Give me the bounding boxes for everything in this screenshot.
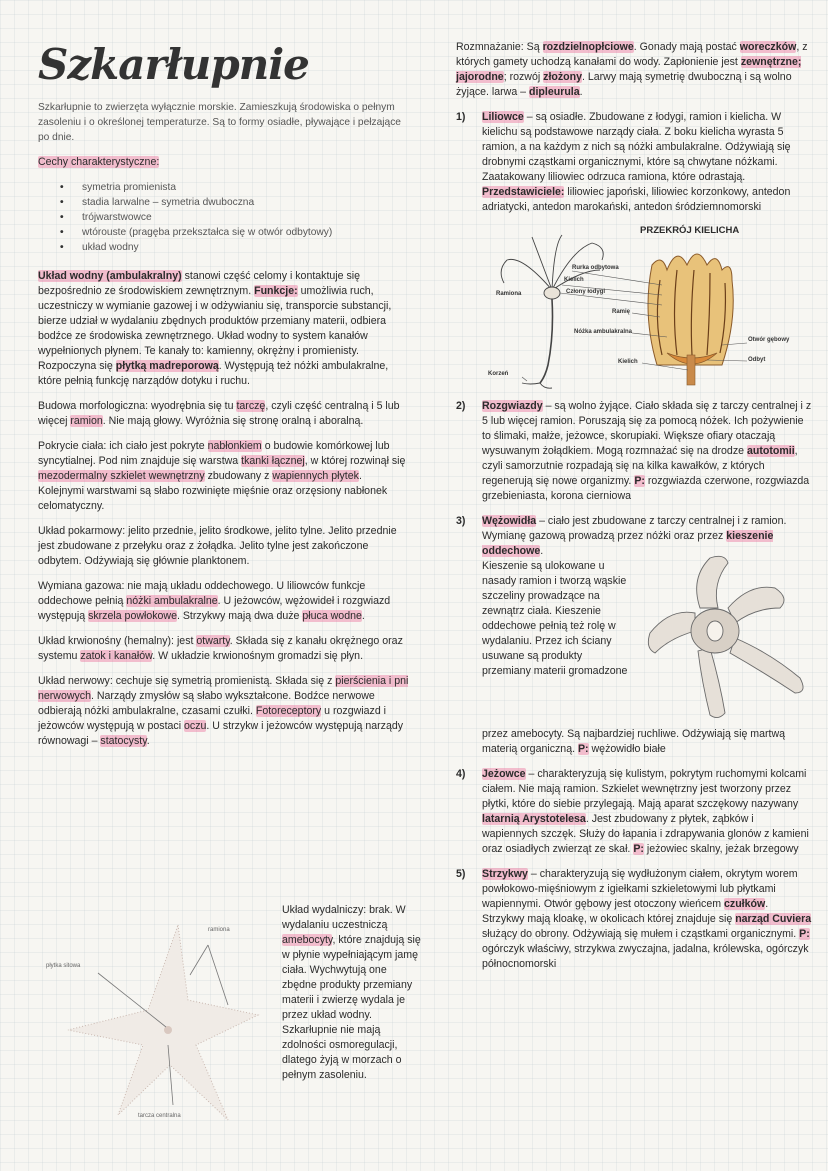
text: przez amebocyty. Są najbardziej ruchliwe. Odżywiają się martwą materią organiczną. <box>482 728 786 755</box>
item-number: 3) <box>456 515 466 527</box>
highlight: P: <box>633 843 644 855</box>
text: . Nie mają głowy. Wyróżnia się stronę oralną i aboralną. <box>102 415 364 427</box>
starfish-label-plate: płytka sitowa <box>46 963 81 969</box>
text: Układ nerwowy: cechuje się symetrią promienistą. Składa się z <box>38 675 336 687</box>
list-item-crinoids <box>456 110 812 215</box>
text: Układ wydalniczy: brak. W wydalaniu uczestniczą <box>282 904 406 931</box>
highlight: rozdzielnopłciowe <box>542 41 634 53</box>
text: . U strzykw i jeżowców występują narządy równowagi – <box>38 720 404 747</box>
highlight: zewnętrzne; jajorodne <box>456 56 802 83</box>
label-anus: Odbyt <box>748 357 766 363</box>
highlight: tarczę <box>236 400 266 412</box>
text: , czyli część centralną i 5 lub więcej <box>38 400 400 427</box>
brittle-star-drawing <box>640 553 810 723</box>
starfish-shape <box>68 925 258 1120</box>
highlight: czułków <box>724 898 766 910</box>
highlight: tkanki łącznej <box>241 455 305 467</box>
text: . Strzykwy mają kloakę, w okolicach której znajduje się <box>482 898 769 925</box>
highlight: Funkcje: <box>254 285 298 297</box>
text: . Narządy zmysłów są słabo wykształcone. Bodźce nerwowe odbierają nóżki ambulakralne, czasami czułki. <box>38 690 375 717</box>
text: Układ krwionośny (hemalny): jest <box>38 635 197 647</box>
highlight: złożony <box>543 71 582 83</box>
highlight: otwarty <box>196 635 230 647</box>
highlight: narząd Cuviera <box>735 913 812 925</box>
brittle-mouth <box>707 621 723 641</box>
text: , które znajdują się w płynie wypełniającym jamę ciała. Wychwytują one zbędne produkty przemiany materii i zwierzę wydala je przez układ wodny. Szkarłupnie nie mają zdolności osmoregulacji, dlatego żyją w morzach o pełnym zasoleniu. <box>282 934 421 1081</box>
text: . Składa się z kanału okrężnego oraz systemu <box>38 635 403 662</box>
text: wężowidło białe <box>588 743 666 755</box>
text: Pokrycie ciała: ich ciało jest pokryte <box>38 440 208 452</box>
text: rozgwiazda czerwone, rozgwiazda grzebieniasta, korona cierniowa <box>482 475 810 502</box>
highlight: P: <box>634 475 645 487</box>
highlight: zatok i kanałów <box>80 650 153 662</box>
features-heading <box>38 155 410 170</box>
highlight: amebocyty <box>282 934 333 946</box>
item-name: Wężowidła <box>482 515 537 527</box>
item-name: Liliowce <box>482 111 524 123</box>
brittle-arm <box>698 648 725 718</box>
highlight: płuca wodne <box>302 610 362 622</box>
list-item: • wtórouste (pragęba przekształca się w otwór odbytowy) <box>60 225 410 240</box>
highlight: Przedstawiciele: <box>482 186 565 198</box>
text: liliowiec japoński, liliowiec korzonkowy, antedon adriatycki, antedon marokański, antedon śródziemnomorski <box>482 186 791 213</box>
madreporite-dot <box>164 1026 172 1034</box>
highlight: Układ wodny (ambulakralny) <box>38 270 182 282</box>
crinoid-whole <box>501 235 603 388</box>
highlight: wapiennych płytek <box>272 470 359 482</box>
list-item: • stadia larwalne – symetria dwuboczna <box>60 195 410 210</box>
starfish-label-arms: ramiona <box>208 927 230 933</box>
text: , czyli samorzutnie rozpadają się na kilka kawałków, z których regenerują się nowe organizmy. <box>482 445 798 487</box>
brittle-arm <box>728 587 784 623</box>
text: – charakteryzują się wydłużonym ciałem, okrytym worem powłokowo-mięśniowym z igiełkami szkieletowymi lub płytkami wapiennymi. Otwór gębowy jest otoczony wieńcem <box>482 868 798 910</box>
label-amb-groove: Nóżka ambulakralna <box>574 329 633 335</box>
features-heading-label: Cechy charakterystyczne: <box>38 156 160 168</box>
text: – są osiadłe. Zbudowane z łodygi, ramion i kielicha. W kielichu są podstawowe narządy ciała. Z boku kielicha wyrasta 5 ramion, a na każdym z nich są nóżki ambulakralne. Odżywiają się drobnymi cząstkami organicznymi, które są chwytane nóżkami. Zaatakowany liliowiec odrzuca ramiona, które odrastają. <box>482 111 791 183</box>
text: . W układzie krwionośnym gromadzi się płyn. <box>152 650 364 662</box>
text: , w której rozwinął się <box>304 455 406 467</box>
text: , z których gamety uchodzą kanałami do wody. Zapłonienie jest <box>456 41 808 68</box>
text: . <box>540 545 544 557</box>
list-item-sea-urchins <box>456 767 812 857</box>
text: u rozgwiazd i jeżowców występują w postaci <box>38 705 387 732</box>
highlight: nóżki ambulakralne <box>126 595 218 607</box>
water-system-paragraph <box>38 269 410 389</box>
text: Wymiana gazowa: nie mają układu oddechowego. U liliowców funkcje oddechowe pełnią <box>38 580 366 607</box>
highlight: pierścienia i pni nerwowych <box>38 675 409 702</box>
highlight: oczu <box>184 720 207 732</box>
arm-pointer-line <box>190 945 208 975</box>
label-stalk: Człony łodygi <box>566 289 605 295</box>
highlight: mezodermalny szkielet wewnętrzny <box>38 470 205 482</box>
features-list <box>60 180 410 255</box>
starfish-label-disc: tarcza centralna <box>138 1113 181 1119</box>
excretion-paragraph <box>282 903 422 1083</box>
brittle-arm <box>730 638 803 693</box>
page-title: Szkarłupnie <box>38 40 309 89</box>
text: umożliwia ruch, uczestniczy w wymianie gazowej i w odżywianiu się, transporcie substancji, bierze udział w wydalaniu zbędnych produktów przemiany materii, odbiera bodźce ze środowiska zewnętrznego. Układ wodny to system kanałów wypełnionych płynem. Te kanały to: kamienny, okrężny i promienisty. Rozpoczyna się <box>38 285 392 372</box>
highlight: P: <box>799 928 810 940</box>
list-item: • układ wodny <box>60 240 410 255</box>
highlight: nabłonkiem <box>207 440 262 452</box>
item-name: Strzykwy <box>482 868 528 880</box>
list-item-sea-cucumbers <box>456 867 812 972</box>
left-column <box>38 40 410 759</box>
text: . <box>361 610 365 622</box>
crinoid-drawing <box>482 225 812 393</box>
text: . Strzykwy mają dwa duże <box>176 610 303 622</box>
list-item-brittle-stars <box>456 514 812 757</box>
text: Budowa morfologiczna: wyodrębnia się tu <box>38 400 237 412</box>
digestive-paragraph: Układ pokarmowy: jelito przednie, jelito środkowe, jelito tylne. Jelito przednie jest zbudowane z przełyku oraz z żołądka. Jelito tylne jest zakończone odbytem. Odżywiają się głównie planktonem. <box>38 525 397 567</box>
gas-exchange-paragraph <box>38 579 410 624</box>
starfish-figure <box>38 905 266 1135</box>
item-number: 5) <box>456 868 466 880</box>
highlight: latarnią Arystotelesa <box>482 813 586 825</box>
crinoid-figure <box>482 225 812 393</box>
item-number: 1) <box>456 111 466 123</box>
highlight: skrzela powłokowe <box>88 610 177 622</box>
list-item: • trójwarstwowce <box>60 210 410 225</box>
blood-system-paragraph <box>38 634 410 664</box>
item-name: Jeżowce <box>482 768 526 780</box>
highlight: ramion <box>70 415 103 427</box>
nerve-system-paragraph <box>38 674 410 749</box>
highlight: statocysty <box>100 735 147 747</box>
text: zbudowany z <box>204 470 273 482</box>
label-arms: Ramiona <box>496 291 522 297</box>
arm-pointer-line <box>208 945 228 1005</box>
brittle-arm <box>648 612 695 653</box>
list-item: • symetria promienista <box>60 180 410 195</box>
text: ogórczyk właściwy, strzykwa zwyczajna, jadalna, królewska, ogórczyk północnomorski <box>482 943 809 970</box>
text: służący do obrony. Odżywiają się mułem i cząstkami organicznymi. <box>482 928 800 940</box>
body-cover-paragraph <box>38 439 410 514</box>
text: Rozmnażanie: Są <box>456 41 543 53</box>
right-column <box>456 40 812 982</box>
intro-paragraph: Szkarłupnie to zwierzęta wyłącznie morskie. Zamieszkują środowiska o pełnym zasoleniu i o określonej temperaturze. Są to formy osiadłe, pływające i pełzające po dnie. <box>38 102 401 143</box>
text: . U jeżowców, wężowideł i rozgwiazd występują <box>38 595 391 622</box>
crinoid-figure-title: PRZEKRÓJ KIELICHA <box>640 225 740 236</box>
text: stanowi część celomy i kontaktuje się bezpośrednio ze środowiskiem zewnętrznym. <box>38 270 361 297</box>
highlight: dipleurula <box>529 86 580 98</box>
brittle-star-narrow-text: Kieszenie są ulokowane u nasady ramion i tworzą wąskie szczeliny prowadzące na zewnątrz ciała. Kieszenie oddechowe pełnią też rolę w wydalaniu. Przez ich ściany usuwane są produkty przemiany materii gromadzone <box>482 560 628 677</box>
text: – ciało jest zbudowane z tarczy centralnej i z ramion. Wymianę gazową prowadzą przez nóżki oraz przez <box>482 515 787 542</box>
item-name: Rozgwiazdy <box>482 400 543 412</box>
highlight: kieszenie oddechowe <box>482 530 774 557</box>
text: o budowie komórkowej lub syncytialnej. Pod nim znajduje się warstwa <box>38 440 390 467</box>
text: . Występują też nóżki ambulakralne, które pełnią funkcję narządów dotyku i ruchu. <box>38 360 389 387</box>
label-mouth: Otwór gębowy <box>748 337 790 343</box>
calyx-section <box>648 254 733 385</box>
highlight: woreczków <box>739 41 797 53</box>
highlight: P: <box>577 743 589 755</box>
text: . Gonady mają postać <box>633 41 740 53</box>
reproduction-paragraph <box>456 40 812 100</box>
highlight: Fotoreceptory <box>255 705 322 717</box>
highlight: autotomii <box>746 445 795 457</box>
brittle-arm <box>697 556 728 608</box>
label-root: Korzeń <box>488 371 509 377</box>
text: . <box>579 86 583 98</box>
text: – są wolno żyjące. Ciało składa się z tarczy centralnej i z 5 lub więcej ramion. Poruszają się za pomocą nóżek. Ich pożywienie to ślimaki, małże, jeżowce, skorupiaki. Większe ofiary otaczają wysuwanym żołądkiem. Mogą rozmnażać się na drodze <box>482 400 812 457</box>
label-anus-tube: Rurka odbytowa <box>572 265 619 271</box>
item-number: 2) <box>456 400 466 412</box>
brittle-star-block <box>482 559 812 727</box>
text: ; rozwój <box>503 71 544 83</box>
text: – charakteryzują się kulistym, pokrytym ruchomymi kolcami ciałem. Nie mają ramion. Szkielet wewnętrzny jest tworzony przez płytki, które do siebie przylegają. Mają aparat szczękowy nazywany <box>482 768 807 810</box>
label-calyx-2: Kielich <box>618 359 638 365</box>
text: . Larwy mają symetrię dwuboczną i są wolno żyjące. larwa – <box>456 71 792 98</box>
item-number: 4) <box>456 768 466 780</box>
text: . Jest zbudowany z płytek, ząbków i wapiennych szczęk. Służy do łapania i zdrapywania glonów z kamieni oraz osiadłych zwierząt ze skał. <box>482 813 809 855</box>
text: jeżowiec skalny, jeżak brzegowy <box>643 843 799 855</box>
label-arm-small: Ramię <box>612 309 631 315</box>
highlight: płytką madreporową <box>115 360 219 372</box>
starfish-drawing <box>38 905 266 1135</box>
excretion-block <box>282 903 422 1093</box>
text: . Kolejnymi warstwami są słabo rozwinięte mięśnie oraz orzęsiony nabłonek celomatyczny. <box>38 470 388 512</box>
list-item-starfish <box>456 399 812 504</box>
morphology-paragraph <box>38 399 410 429</box>
label-calyx: Kielich <box>564 277 584 283</box>
text: . <box>146 735 150 747</box>
